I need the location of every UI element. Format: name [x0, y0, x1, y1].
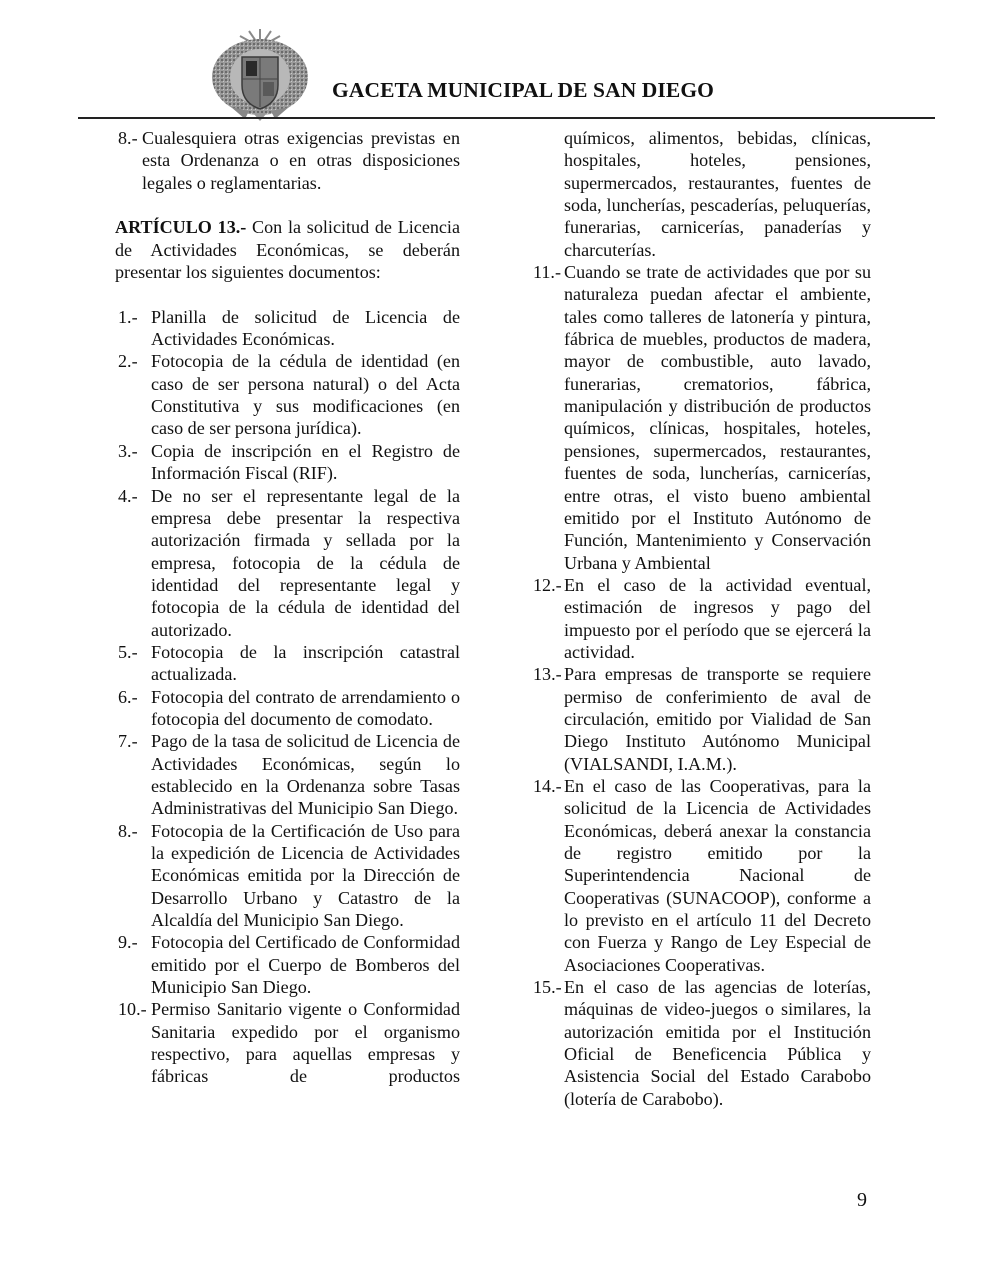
list-number: 3.-	[118, 440, 138, 461]
list-number: 14.-	[533, 775, 562, 796]
right-column	[533, 127, 871, 1110]
list-item-12	[533, 574, 871, 663]
list-item-14	[533, 775, 871, 976]
list-text: Copia de inscripción en el Registro de Información Fiscal (RIF).	[151, 440, 460, 484]
list-text: Fotocopia del contrato de arrendamiento o fotocopia del documento de comodato.	[151, 686, 460, 729]
list-item-5	[115, 641, 460, 686]
list-text: Fotocopia del Certificado de Conformidad emitido por el Cuerpo de Bomberos del Municipio San Diego.	[151, 932, 460, 998]
header-divider	[78, 117, 935, 119]
list-item-7	[115, 730, 460, 819]
list-number: 11.-	[533, 262, 561, 283]
list-text: Cuando se trate de actividades que por su naturaleza puedan afectar el ambiente, tales como talleres de latonería y pintura, fábrica de muebles, productos de madera, mayor de combustible, auto lavado, funerarias, crematorios, fábrica, manipulación y distribución de productos químicos, clínicas, hospitales, hoteles, pensiones, supermercados, restaurantes, fuentes de soda, luncherías, carnicerías, entre otras, el visto bueno ambiental emitido por el Instituto Autónomo de Función, Mantenimiento y Conservación Urbana y Ambiental	[564, 262, 871, 573]
left-column	[115, 127, 460, 1088]
list-number: 5.-	[118, 641, 138, 662]
list-item-6	[115, 686, 460, 731]
article-text: Con la solicitud de Licencia de Actividades Económicas, se deberán presentar los siguientes documentos:	[115, 217, 460, 283]
list-item-prev-8	[115, 127, 460, 194]
list-number: 9.-	[118, 932, 138, 953]
page-number: 9	[857, 1189, 867, 1211]
list-number: 7.-	[118, 731, 138, 752]
list-item-4	[115, 485, 460, 641]
article-13-paragraph	[115, 216, 460, 283]
list-text: Permiso Sanitario vigente o Conformidad Sanitaria expedido por el organismo respectivo, para aquellas empresas y fábricas de productos	[151, 999, 460, 1087]
spacer	[115, 283, 460, 305]
list-number: 8.-	[118, 128, 138, 148]
list-text: Pago de la tasa de solicitud de Licencia de Actividades Económicas, según lo establecido en la Ordenanza sobre Tasas Administrativas del Municipio San Diego.	[151, 731, 460, 819]
list-text: Fotocopia de la cédula de identidad (en caso de ser persona natural) o del Acta Constitutiva y sus modificaciones (en caso de ser persona jurídica).	[151, 351, 460, 439]
list-text: De no ser el representante legal de la empresa debe presentar la respectiva autorización firmada y sellada por la empresa, fotocopia de la cédula de identidad del representante legal y fotocopia de la cédula de identidad del autorizado.	[151, 485, 460, 640]
list-text: Cualesquiera otras exigencias previstas en esta Ordenanza o en otras disposiciones legales o reglamentarias.	[142, 128, 460, 193]
list-item-10	[115, 998, 460, 1087]
list-text: En el caso de las agencias de loterías, máquinas de video-juegos o similares, la autorización emitida por el Institución Oficial de Beneficencia Pública y Asistencia Social del Estado Carabobo (lotería de Carabobo).	[564, 977, 871, 1109]
list-text: Planilla de solicitud de Licencia de Actividades Económicas.	[151, 306, 460, 350]
list-item-8	[115, 820, 460, 932]
list-text: Fotocopia de la inscripción catastral actualizada.	[151, 641, 460, 685]
list-text: En el caso de la actividad eventual, estimación de ingresos y pago del impuesto por el período que se ejercerá la actividad.	[564, 574, 871, 662]
list-text: En el caso de las Cooperativas, para la solicitud de la Licencia de Actividades Económicas, deberá anexar la constancia de registro emitido por la Superintendencia Nacional de Cooperativas (SUNACOOP), conforme a lo previsto en el artículo 11 del Decreto con Fuerza y Rango de Ley Especial de Asociaciones Cooperativas.	[564, 775, 871, 975]
list-number: 10.-	[118, 999, 147, 1020]
list-number: 12.-	[533, 574, 562, 595]
list-number: 6.-	[118, 686, 138, 707]
list-number: 1.-	[118, 306, 138, 327]
list-item-1	[115, 306, 460, 351]
coat-of-arms-emblem-icon	[209, 27, 311, 122]
list-item-2	[115, 350, 460, 439]
list-item-11	[533, 261, 871, 574]
list-number: 2.-	[118, 351, 138, 372]
list-item-9	[115, 931, 460, 998]
list-text: Fotocopia de la Certificación de Uso para la expedición de Licencia de Actividades Económicas emitida por la Dirección de Desarrollo Urbano y Catastro de la Alcaldía del Municipio San Diego.	[151, 820, 460, 931]
gazette-title: GACETA MUNICIPAL DE SAN DIEGO	[332, 78, 714, 102]
list-item-13	[533, 663, 871, 775]
list-number: 15.-	[533, 977, 562, 998]
list-number: 4.-	[118, 485, 138, 506]
article-heading: ARTÍCULO 13.-	[115, 217, 247, 238]
list-item-15	[533, 976, 871, 1110]
list-number: 13.-	[533, 664, 562, 685]
list-item-3	[115, 440, 460, 485]
list-number: 8.-	[118, 820, 138, 841]
list-item-10-continuation: químicos, alimentos, bebidas, clínicas, hospitales, hoteles, pensiones, supermercados, restaurantes, fuentes de soda, luncherías, pescaderías, peluquerías, funerarias, carnicerías, panaderías y charcuterías.	[564, 128, 871, 260]
spacer	[115, 194, 460, 216]
list-text: Para empresas de transporte se requiere permiso de conferimiento de aval de circulación, emitido por Vialidad de San Diego Instituto Autónomo Municipal (VIALSANDI, I.A.M.).	[564, 664, 871, 774]
